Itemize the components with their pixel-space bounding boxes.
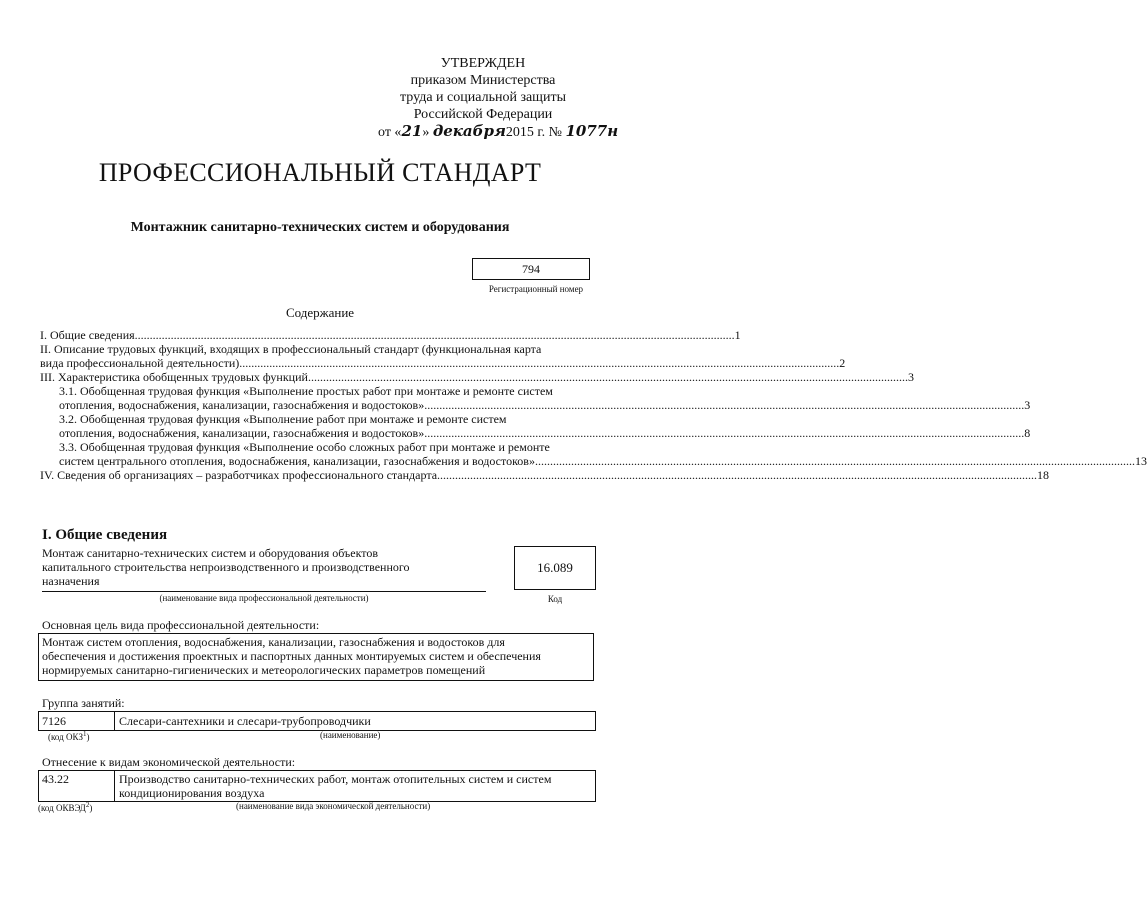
- okved-code-caption: [38, 801, 92, 813]
- economic-activity-line: кондиционирования воздуха: [119, 786, 265, 800]
- toc-entry-page: 3: [907, 370, 914, 384]
- document-title: ПРОФЕССИОНАЛЬНЫЙ СТАНДАРТ: [98, 158, 542, 187]
- caption-text: ): [86, 732, 90, 742]
- date-month: декабря: [432, 122, 506, 140]
- economic-activity-line: Производство санитарно-технических работ, монтаж отопительных систем и систем: [119, 772, 552, 786]
- approval-line: труда и социальной защиты: [400, 90, 566, 105]
- activity-code-box: 16.089: [514, 546, 596, 590]
- toc-entry-page: 8: [1024, 426, 1031, 440]
- toc-leader: [308, 370, 908, 384]
- toc-entry[interactable]: [40, 356, 846, 370]
- toc-entry[interactable]: [40, 370, 914, 384]
- toc-entry-page: 1: [734, 328, 741, 342]
- okved-code: 43.22: [39, 771, 115, 801]
- toc-entry-title: III. Характеристика обобщенных трудовых функций: [40, 370, 308, 384]
- registration-number-label: Регистрационный номер: [488, 284, 584, 294]
- toc-entry-line: 3.3. Обобщенная трудовая функция «Выполнение особо сложных работ при монтаже и ремонте: [59, 440, 550, 454]
- economic-activity-name: [119, 772, 591, 800]
- goal-label: Основная цель вида профессиональной деятельности:: [42, 618, 320, 632]
- toc-entry-page: 3: [1024, 398, 1031, 412]
- approval-heading: УТВЕРЖДЕН: [440, 56, 526, 71]
- toc-leader: [424, 398, 1024, 412]
- toc-heading: Содержание: [285, 305, 355, 320]
- date-year: 2015 г. №: [505, 125, 562, 140]
- goal-box: [38, 633, 594, 681]
- order-number: 1077н: [565, 122, 619, 140]
- toc-entry-line: II. Описание трудовых функций, входящих в профессиональный стандарт (функциональная карта: [40, 342, 542, 356]
- toc-entry[interactable]: [40, 468, 1050, 482]
- toc-entry-page: 18: [1037, 468, 1050, 482]
- toc-entry[interactable]: [40, 426, 1031, 440]
- occupation-group-row: [38, 711, 596, 731]
- toc-leader: [424, 426, 1024, 440]
- registration-number-box: 794: [472, 258, 590, 280]
- occupation-name-caption: (наименование): [320, 730, 381, 740]
- goal-line: Монтаж систем отопления, водоснабжения, канализации, газоснабжения и водостоков для: [42, 635, 505, 649]
- economic-activity-label: Отнесение к видам экономической деятельности:: [42, 755, 296, 769]
- occupation-group-label: Группа занятий:: [42, 696, 125, 710]
- toc-leader: [535, 454, 1135, 468]
- activity-kind-caption: (наименование вида профессиональной деятельности): [159, 593, 369, 603]
- goal-line: обеспечения и достижения проектных и паспортных данных монтируемых систем и обеспечения: [42, 649, 541, 663]
- toc-entry-title: отопления, водоснабжения, канализации, газоснабжения и водостоков»: [59, 398, 425, 412]
- activity-kind-name: [42, 546, 488, 588]
- table-of-contents: [40, 328, 1147, 482]
- approval-line: приказом Министерства: [410, 73, 556, 88]
- date-day: 21: [401, 122, 423, 140]
- toc-leader: [437, 468, 1037, 482]
- economic-activity-caption: (наименование вида экономической деятельности): [236, 801, 431, 811]
- caption-text: (код ОКВЭД: [38, 803, 86, 813]
- date-prefix: от «: [378, 125, 402, 140]
- approval-line: Российской Федерации: [413, 107, 553, 122]
- activity-kind-line: назначения: [42, 574, 100, 588]
- toc-entry-title: IV. Сведения об организациях – разработчиках профессионального стандарта: [40, 468, 438, 482]
- occupation-group-name: Слесари-сантехники и слесари-трубопроводчики: [119, 714, 371, 728]
- toc-leader: [239, 356, 839, 370]
- approval-block: [378, 55, 619, 141]
- activity-kind-line: капитального строительства непроизводственного и производственного: [42, 560, 410, 574]
- economic-activity-row: [38, 770, 596, 802]
- section-heading: I. Общие сведения: [42, 527, 168, 543]
- toc-entry-page: 13: [1134, 454, 1147, 468]
- goal-line: нормируемых санитарно-гигиенических и метеорологических параметров помещений: [42, 663, 486, 677]
- footnote-ref[interactable]: 1: [83, 730, 87, 738]
- toc-entry-title: вида профессиональной деятельности): [40, 356, 240, 370]
- toc-leader: [135, 328, 735, 342]
- toc-entry-line: 3.2. Обобщенная трудовая функция «Выполнение работ при монтаже и ремонте систем: [59, 412, 507, 426]
- caption-text: ): [89, 803, 93, 813]
- footnote-ref[interactable]: 2: [85, 801, 90, 809]
- okz-code: 7126: [39, 712, 115, 730]
- date-mid: »: [422, 125, 433, 140]
- toc-entry-line: 3.1. Обобщенная трудовая функция «Выполнение простых работ при монтаже и ремонте систем: [59, 384, 553, 398]
- divider: [42, 591, 486, 592]
- approval-date-line: [378, 122, 619, 141]
- activity-code-caption: Код: [547, 594, 563, 604]
- toc-entry[interactable]: [40, 398, 1031, 412]
- document-subtitle: Монтажник санитарно-технических систем и оборудования: [130, 220, 510, 235]
- toc-entry-title: I. Общие сведения: [40, 328, 135, 342]
- toc-entry[interactable]: [40, 328, 741, 342]
- toc-entry[interactable]: [40, 454, 1147, 468]
- caption-text: (код ОКЗ: [48, 732, 83, 742]
- toc-entry-title: систем центрального отопления, водоснабжения, канализации, газоснабжения и водостоков»: [59, 454, 535, 468]
- activity-kind-line: Монтаж санитарно-технических систем и оборудования объектов: [42, 546, 378, 560]
- okz-code-caption: [48, 730, 90, 742]
- toc-entry-title: отопления, водоснабжения, канализации, газоснабжения и водостоков»: [59, 426, 425, 440]
- toc-entry-page: 2: [839, 356, 846, 370]
